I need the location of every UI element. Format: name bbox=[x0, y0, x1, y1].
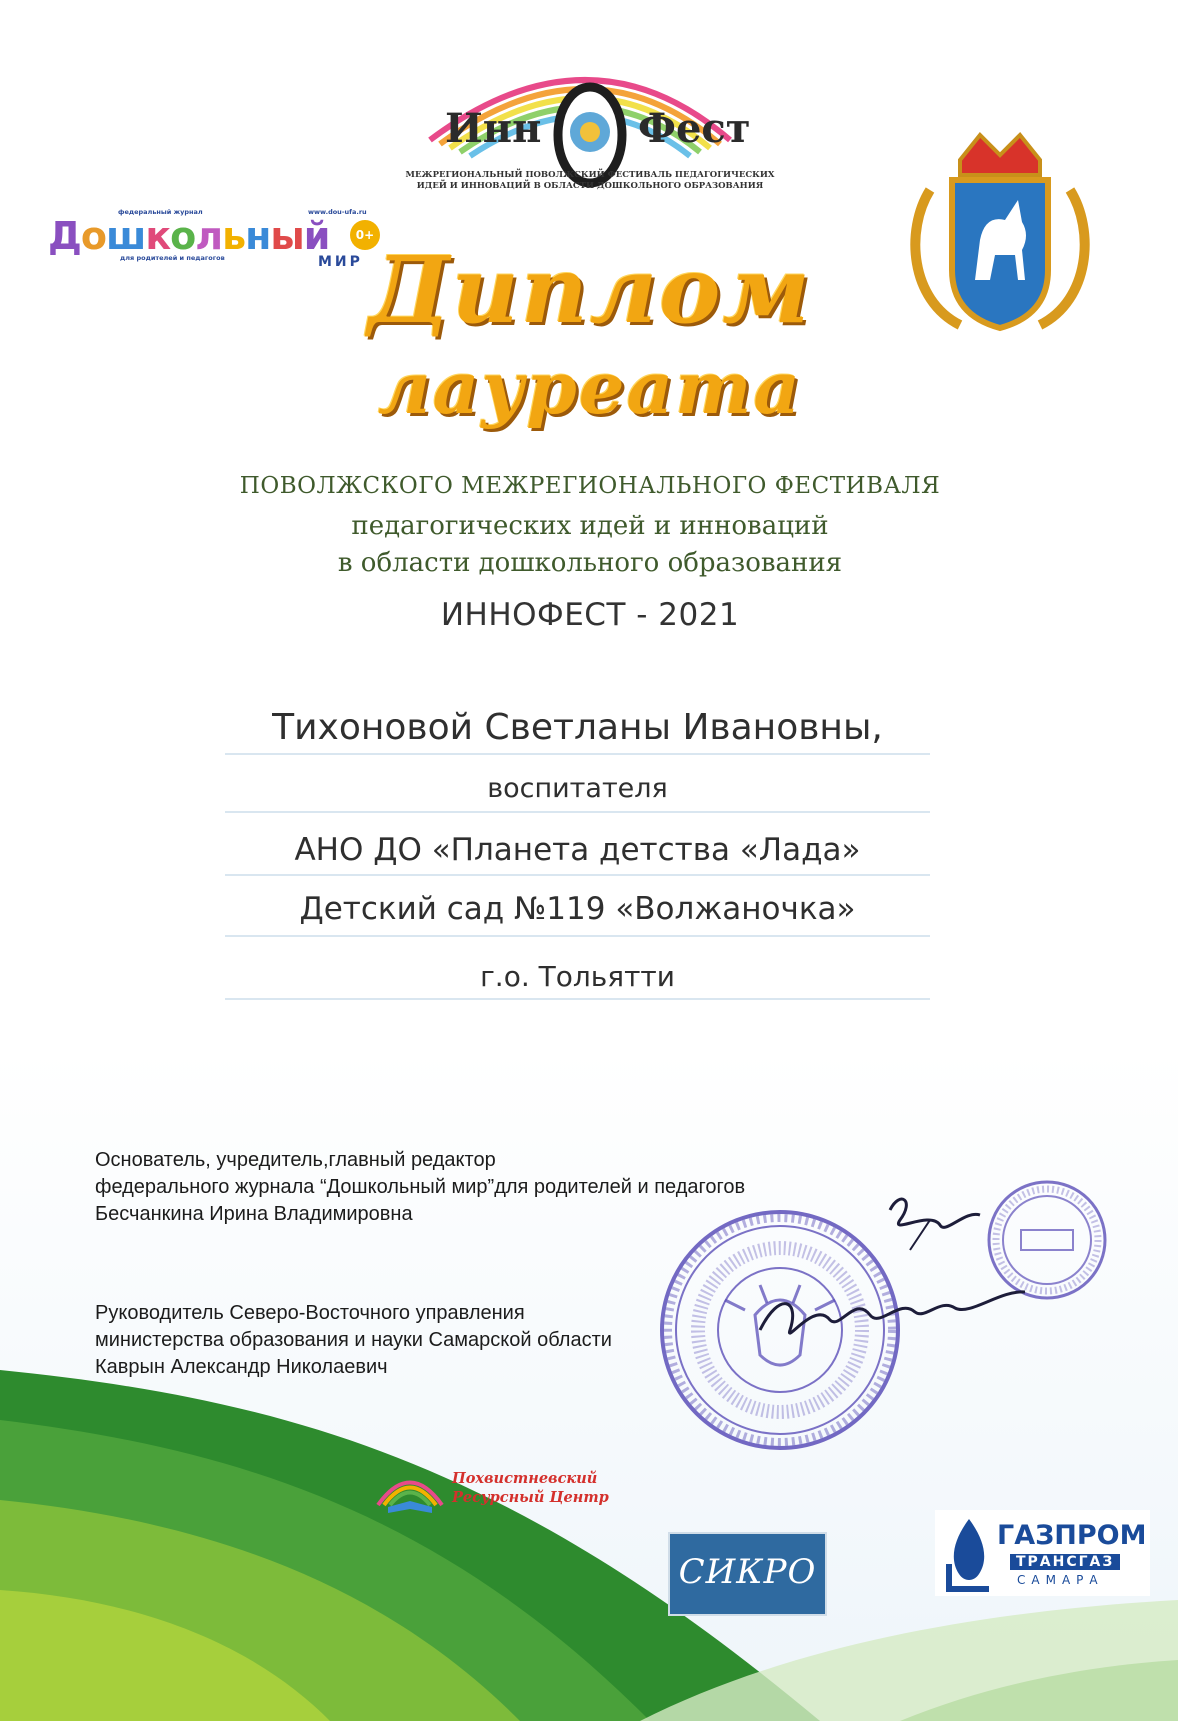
handwritten-signatures-icon bbox=[740, 1180, 1040, 1380]
gazprom-flame-icon bbox=[939, 1514, 999, 1594]
resource-center-line-1: Похвистневский bbox=[452, 1470, 598, 1487]
sikro-logo bbox=[668, 1532, 827, 1616]
festival-logo-word-right: Фест bbox=[638, 105, 751, 152]
recipient-position: воспитателя bbox=[487, 773, 668, 804]
signatory-2-name: Каврын Александр Николаевич bbox=[95, 1356, 388, 1378]
signatory-1-name: Бесчанкина Ирина Владимировна bbox=[95, 1203, 413, 1225]
diploma-title: Диплом bbox=[368, 236, 812, 344]
gazprom-line-2: ТРАНСГАЗ bbox=[1010, 1554, 1120, 1570]
recipient-organization: АНО ДО «Планета детства «Лада» bbox=[294, 832, 861, 868]
signatory-1 bbox=[95, 1147, 745, 1228]
journal-url: www.dou-ufa.ru bbox=[308, 208, 367, 216]
festival-logo-word-left: Инн bbox=[445, 105, 542, 152]
divider bbox=[225, 811, 930, 813]
festival-line-2: педагогических идей и инноваций bbox=[351, 511, 829, 541]
divider bbox=[225, 998, 930, 1000]
journal-mir: МИР bbox=[318, 254, 363, 270]
recipient-kindergarten: Детский сад №119 «Волжаночка» bbox=[299, 891, 856, 927]
festival-logo-subtitle: МЕЖРЕГИОНАЛЬНЫЙ ПОВОЛЖСКИЙ ФЕСТИВАЛЬ ПЕДАГОГИЧЕСКИХ ИДЕЙ И ИННОВАЦИЙ В ОБЛАСТИ ДОШКОЛЬНОГО ОБРАЗОВАНИЯ bbox=[405, 170, 775, 191]
festival-name: ИННОФЕСТ - 2021 bbox=[440, 597, 740, 633]
gazprom-line-1: ГАЗПРОМ bbox=[997, 1520, 1147, 1551]
book-rainbow-icon bbox=[370, 1465, 450, 1515]
signatory-2-line-1: Руководитель Северо-Восточного управления bbox=[95, 1302, 525, 1324]
journal-title: Дошкольный bbox=[48, 214, 330, 258]
resource-center-line-2: Ресурсный Центр bbox=[452, 1489, 609, 1506]
samara-coat-of-arms-icon bbox=[900, 130, 1100, 340]
divider bbox=[225, 753, 930, 755]
gazprom-logo bbox=[935, 1510, 1150, 1596]
gazprom-line-3: САМАРА bbox=[1017, 1573, 1104, 1587]
sikro-text: СИКРО bbox=[678, 1552, 817, 1592]
journal-bottom-label: для родителей и педагогов bbox=[120, 254, 225, 262]
journal-top-label: федеральный журнал bbox=[118, 208, 203, 216]
recipient-city: г.о. Тольятти bbox=[480, 960, 675, 993]
resource-center-logo bbox=[370, 1465, 610, 1515]
festival-line-3: в области дошкольного образования bbox=[337, 548, 843, 578]
resource-center-text bbox=[452, 1469, 609, 1507]
signatory-2-line-2: министерства образования и науки Самарской области bbox=[95, 1329, 612, 1351]
signatory-1-line-2: федерального журнала “Дошкольный мир”для родителей и педагогов bbox=[95, 1176, 746, 1198]
diploma-subtitle: лауреата bbox=[377, 345, 803, 430]
signatory-1-line-1: Основатель, учредитель,главный редактор bbox=[95, 1149, 496, 1171]
journal-age-badge: 0+ bbox=[350, 220, 380, 250]
recipient-name: Тихоновой Светланы Ивановны, bbox=[272, 707, 883, 748]
divider bbox=[225, 935, 930, 937]
signatory-2 bbox=[95, 1300, 612, 1381]
festival-line-1: ПОВОЛЖСКОГО МЕЖРЕГИОНАЛЬНОГО ФЕСТИВАЛЯ bbox=[239, 473, 941, 499]
divider bbox=[225, 874, 930, 876]
